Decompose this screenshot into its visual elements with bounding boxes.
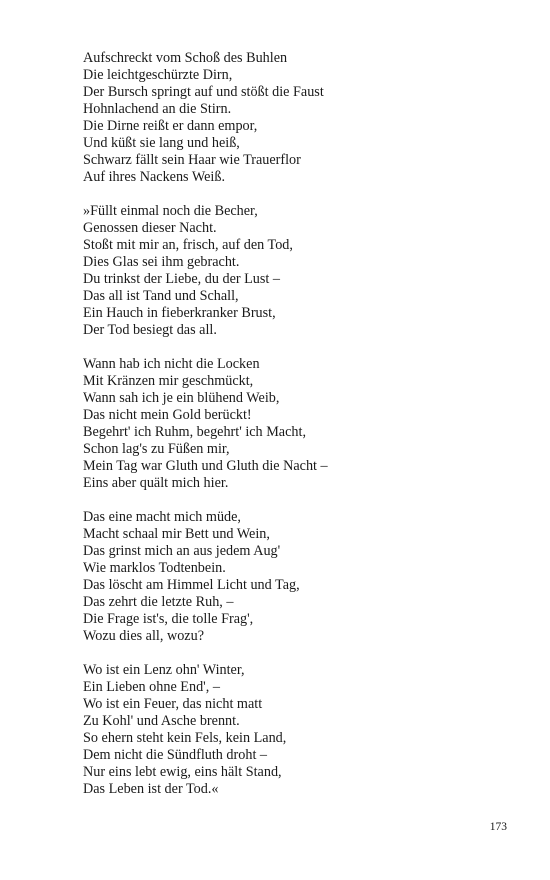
poem-line: Das zehrt die letzte Ruh, – — [83, 594, 234, 610]
poem-line: Nur eins lebt ewig, eins hält Stand, — [83, 764, 282, 780]
poem-line: Die Frage ist's, die tolle Frag', — [83, 611, 254, 627]
poem-line: Eins aber quält mich hier. — [83, 475, 229, 491]
poem-line: Auf ihres Nackens Weiß. — [83, 169, 226, 185]
poem-line: Ein Hauch in fieberkranker Brust, — [83, 305, 276, 321]
poem-line: Wozu dies all, wozu? — [83, 628, 204, 644]
poem-line: Die Dirne reißt er dann empor, — [83, 118, 258, 134]
poem-line: Die leichtgeschürzte Dirn, — [83, 67, 233, 83]
poem-line: Zu Kohl' und Asche brennt. — [83, 713, 240, 729]
poem-line: Wann hab ich nicht die Locken — [83, 356, 260, 372]
poem-line: Ein Lieben ohne End', – — [83, 679, 220, 695]
poem-line: Macht schaal mir Bett und Wein, — [83, 526, 270, 542]
stanza — [83, 509, 503, 645]
poem-line: Das Leben ist der Tod.« — [83, 781, 219, 797]
poem-line: Schon lag's zu Füßen mir, — [83, 441, 230, 457]
poem-line: Mit Kränzen mir geschmückt, — [83, 373, 254, 389]
poem-text — [83, 50, 503, 815]
poem-line: Das nicht mein Gold berückt! — [83, 407, 252, 423]
poem-line: Begehrt' ich Ruhm, begehrt' ich Macht, — [83, 424, 306, 440]
poem-line: Dem nicht die Sündfluth droht – — [83, 747, 268, 763]
page-number: 173 — [489, 821, 507, 833]
poem-line: Das löscht am Himmel Licht und Tag, — [83, 577, 300, 593]
poem-line: Wann sah ich je ein blühend Weib, — [83, 390, 280, 406]
poem-line: Dies Glas sei ihm gebracht. — [83, 254, 240, 270]
poem-line: Hohnlachend an die Stirn. — [83, 101, 232, 117]
poem-line: Wo ist ein Feuer, das nicht matt — [83, 696, 263, 712]
poem-line: Wo ist ein Lenz ohn' Winter, — [83, 662, 245, 678]
poem-line: Und küßt sie lang und heiß, — [83, 135, 240, 151]
poem-line: So ehern steht kein Fels, kein Land, — [83, 730, 287, 746]
poem-line: Aufschreckt vom Schoß des Buhlen — [83, 50, 288, 66]
poem-line: Genossen dieser Nacht. — [83, 220, 217, 236]
poem-line: Du trinkst der Liebe, du der Lust – — [83, 271, 281, 287]
poem-line: Wie marklos Todtenbein. — [83, 560, 226, 576]
poem-line: Der Bursch springt auf und stößt die Faust — [83, 84, 324, 100]
poem-line: Schwarz fällt sein Haar wie Trauerflor — [83, 152, 301, 168]
poem-line: Das grinst mich an aus jedem Aug' — [83, 543, 281, 559]
poem-line: Das all ist Tand und Schall, — [83, 288, 239, 304]
stanza — [83, 203, 503, 339]
poem-line: Der Tod besiegt das all. — [83, 322, 217, 338]
poem-line: Mein Tag war Gluth und Gluth die Nacht – — [83, 458, 328, 474]
stanza — [83, 356, 503, 492]
stanza — [83, 662, 503, 798]
poem-line: »Füllt einmal noch die Becher, — [83, 203, 258, 219]
poem-line: Das eine macht mich müde, — [83, 509, 241, 525]
stanza — [83, 50, 503, 186]
poem-line: Stoßt mit mir an, frisch, auf den Tod, — [83, 237, 293, 253]
